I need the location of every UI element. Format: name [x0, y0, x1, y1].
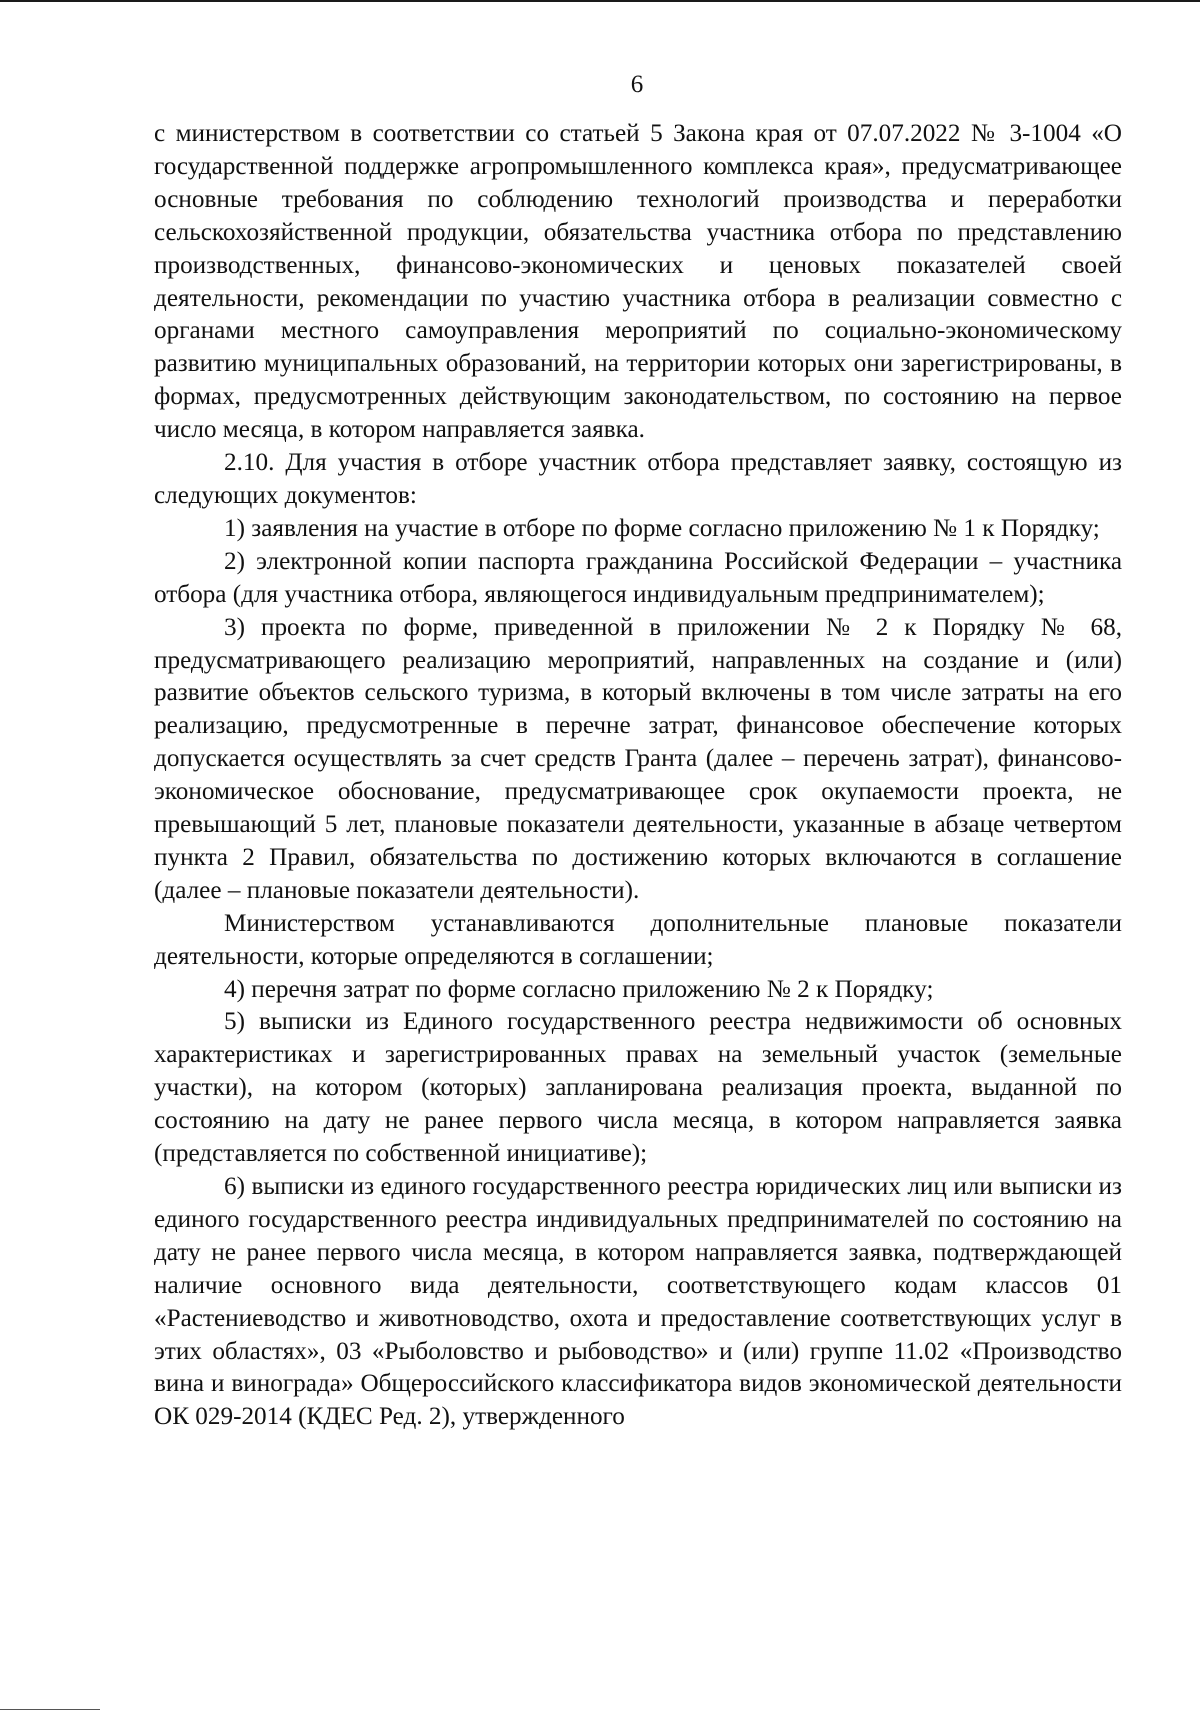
- list-item-6: 6) выписки из единого государственного реестра юридических лиц или выписки из единого государственного реестра индивидуальных предпринимателей по состоянию на дату не ранее первого числа месяца, в котором направляется заявка, подтверждающей наличие основного вида деятельности, соответствующего кодам классов 01 «Растениеводство и животноводство, охота и предоставление соответствующих услуг в этих областях», 03 «Рыболовство и рыбоводство» и (или) группе 11.02 «Производство вина и винограда» Общероссийского классификатора видов экономической деятельности ОК 029-2014 (КДЕС Ред. 2), утвержденного: [154, 1173, 1122, 1431]
- document-body: [154, 118, 1122, 1434]
- page-number: 6: [630, 71, 644, 98]
- list-item-3: 3) проекта по форме, приведенной в приложении № 2 к Порядку № 68, предусматривающего реализацию мероприятий, направленных на создание и (или) развитие объектов сельского туризма, в который включены в том числе затраты на его реализацию, предусмотренные в перечне затрат, финансовое обеспечение которых допускается осуществлять за счет средств Гранта (далее – перечень затрат), финансово-экономическое обоснование, предусматривающее срок окупаемости проекта, не превышающий 5 лет, плановые показатели деятельности, указанные в абзаце четвертом пункта 2 Правил, обязательства по достижению которых включаются в соглашение (далее – плановые показатели деятельности).: [154, 613, 1122, 904]
- top-border-line: [0, 0, 1200, 2]
- paragraph-2-10: 2.10. Для участия в отборе участник отбора представляет заявку, состоящую из следующих документов:: [154, 449, 1122, 509]
- list-item-4: 4) перечня затрат по форме согласно приложению № 2 к Порядку;: [224, 975, 934, 1003]
- list-item-5: 5) выписки из Единого государственного реестра недвижимости об основных характеристиках и зарегистрированных правах на земельный участок (земельные участки), на котором (которых) запланирована реализация проекта, выданной по состоянию на дату не ранее первого числа месяца, в котором направляется заявка (представляется по собственной инициативе);: [154, 1008, 1122, 1168]
- paragraph-intro: с министерством в соответствии со статьей 5 Закона края от 07.07.2022 № 3-1004 «О государственной поддержке агропромышленного комплекса края», предусматривающее основные требования по соблюдению технологий производства и переработки сельскохозяйственной продукции, обязательства участника отбора по представлению производственных, финансово-экономических и ценовых показателей своей деятельности, рекомендации по участию участника отбора в реализации совместно с органами местного самоуправления мероприятий по социально-экономическому развитию муниципальных образований, на территории которых они зарегистрированы, в формах, предусмотренных действующим законодательством, по состоянию на первое число месяца, в котором направляется заявка.: [154, 120, 1122, 444]
- bottom-edge-mark: [0, 1709, 100, 1710]
- list-item-2: 2) электронной копии паспорта гражданина Российской Федерации – участника отбора (для участника отбора, являющегося индивидуальным предпринимателем);: [154, 547, 1122, 608]
- list-item-1: 1) заявления на участие в отборе по форме согласно приложению № 1 к Порядку;: [224, 514, 1100, 542]
- paragraph-ministry-indicators: Министерством устанавливаются дополнительные плановые показатели деятельности, которые определяются в соглашении;: [154, 909, 1122, 970]
